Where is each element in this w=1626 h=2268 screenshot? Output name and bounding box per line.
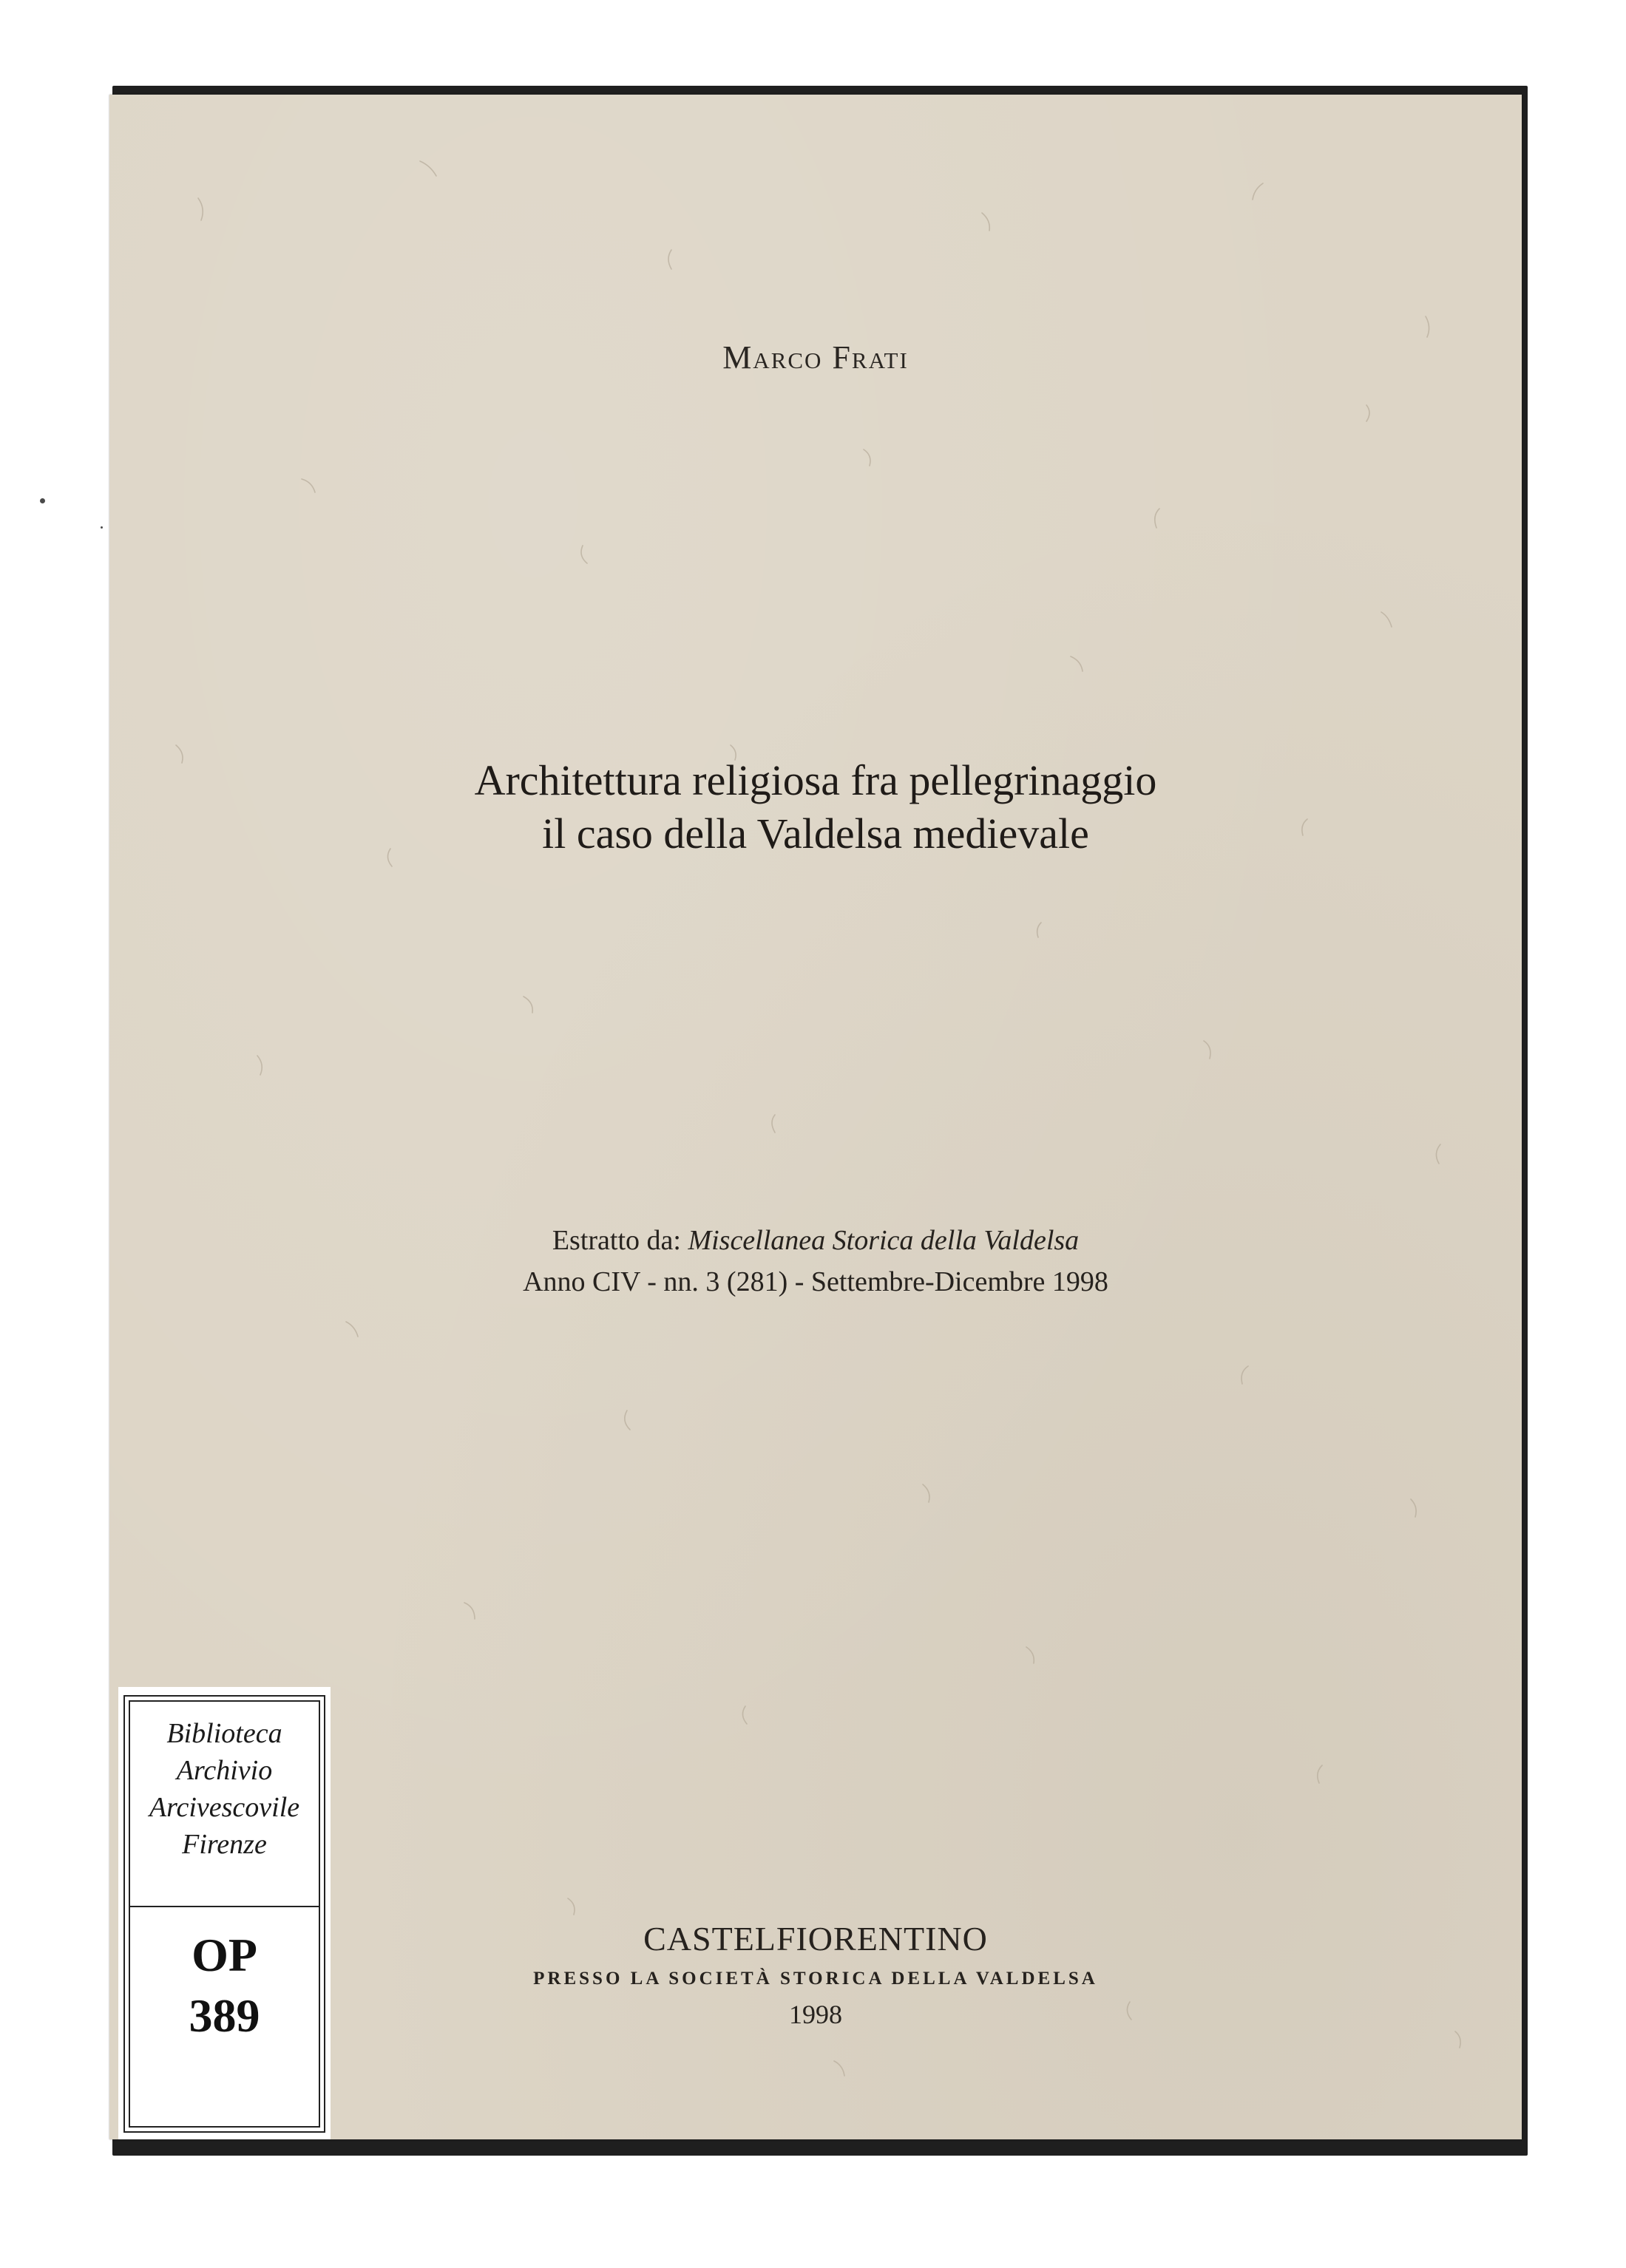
library-line-3: Arcivescovile [149,1792,300,1823]
dust-speck [101,526,103,529]
shelf-mark-prefix: OP [192,1929,257,1981]
extract-info [109,1220,1522,1303]
library-line-1: Biblioteca [166,1718,282,1749]
publication-year: 1998 [789,2000,842,2029]
shelf-mark [130,1907,319,2046]
dust-speck [40,498,45,503]
journal-name: Miscellanea Storica della Valdelsa [688,1225,1080,1256]
publisher-city: CASTELFIORENTINO [643,1920,988,1958]
publisher-name: PRESSO LA SOCIETÀ STORICA DELLA VALDELSA [533,1969,1098,1989]
title-line-1: Architettura religiosa fra pellegrinaggio [474,756,1157,804]
library-label [118,1687,331,2139]
library-label-frame [129,1700,320,2128]
booklet-title [109,754,1522,860]
shelf-mark-number: 389 [189,1989,260,2042]
extract-source-line [109,1220,1522,1261]
issue-line: Anno CIV - nn. 3 (281) - Settembre-Dicembre 1998 [523,1266,1108,1297]
library-name [130,1702,319,1907]
title-line-2: il caso della Valdelsa medievale [542,809,1089,858]
library-line-2: Archivio [176,1755,273,1786]
extract-prefix: Estratto da: [552,1225,681,1256]
author-name: Marco Frati [722,339,909,376]
library-line-4: Firenze [182,1829,267,1860]
